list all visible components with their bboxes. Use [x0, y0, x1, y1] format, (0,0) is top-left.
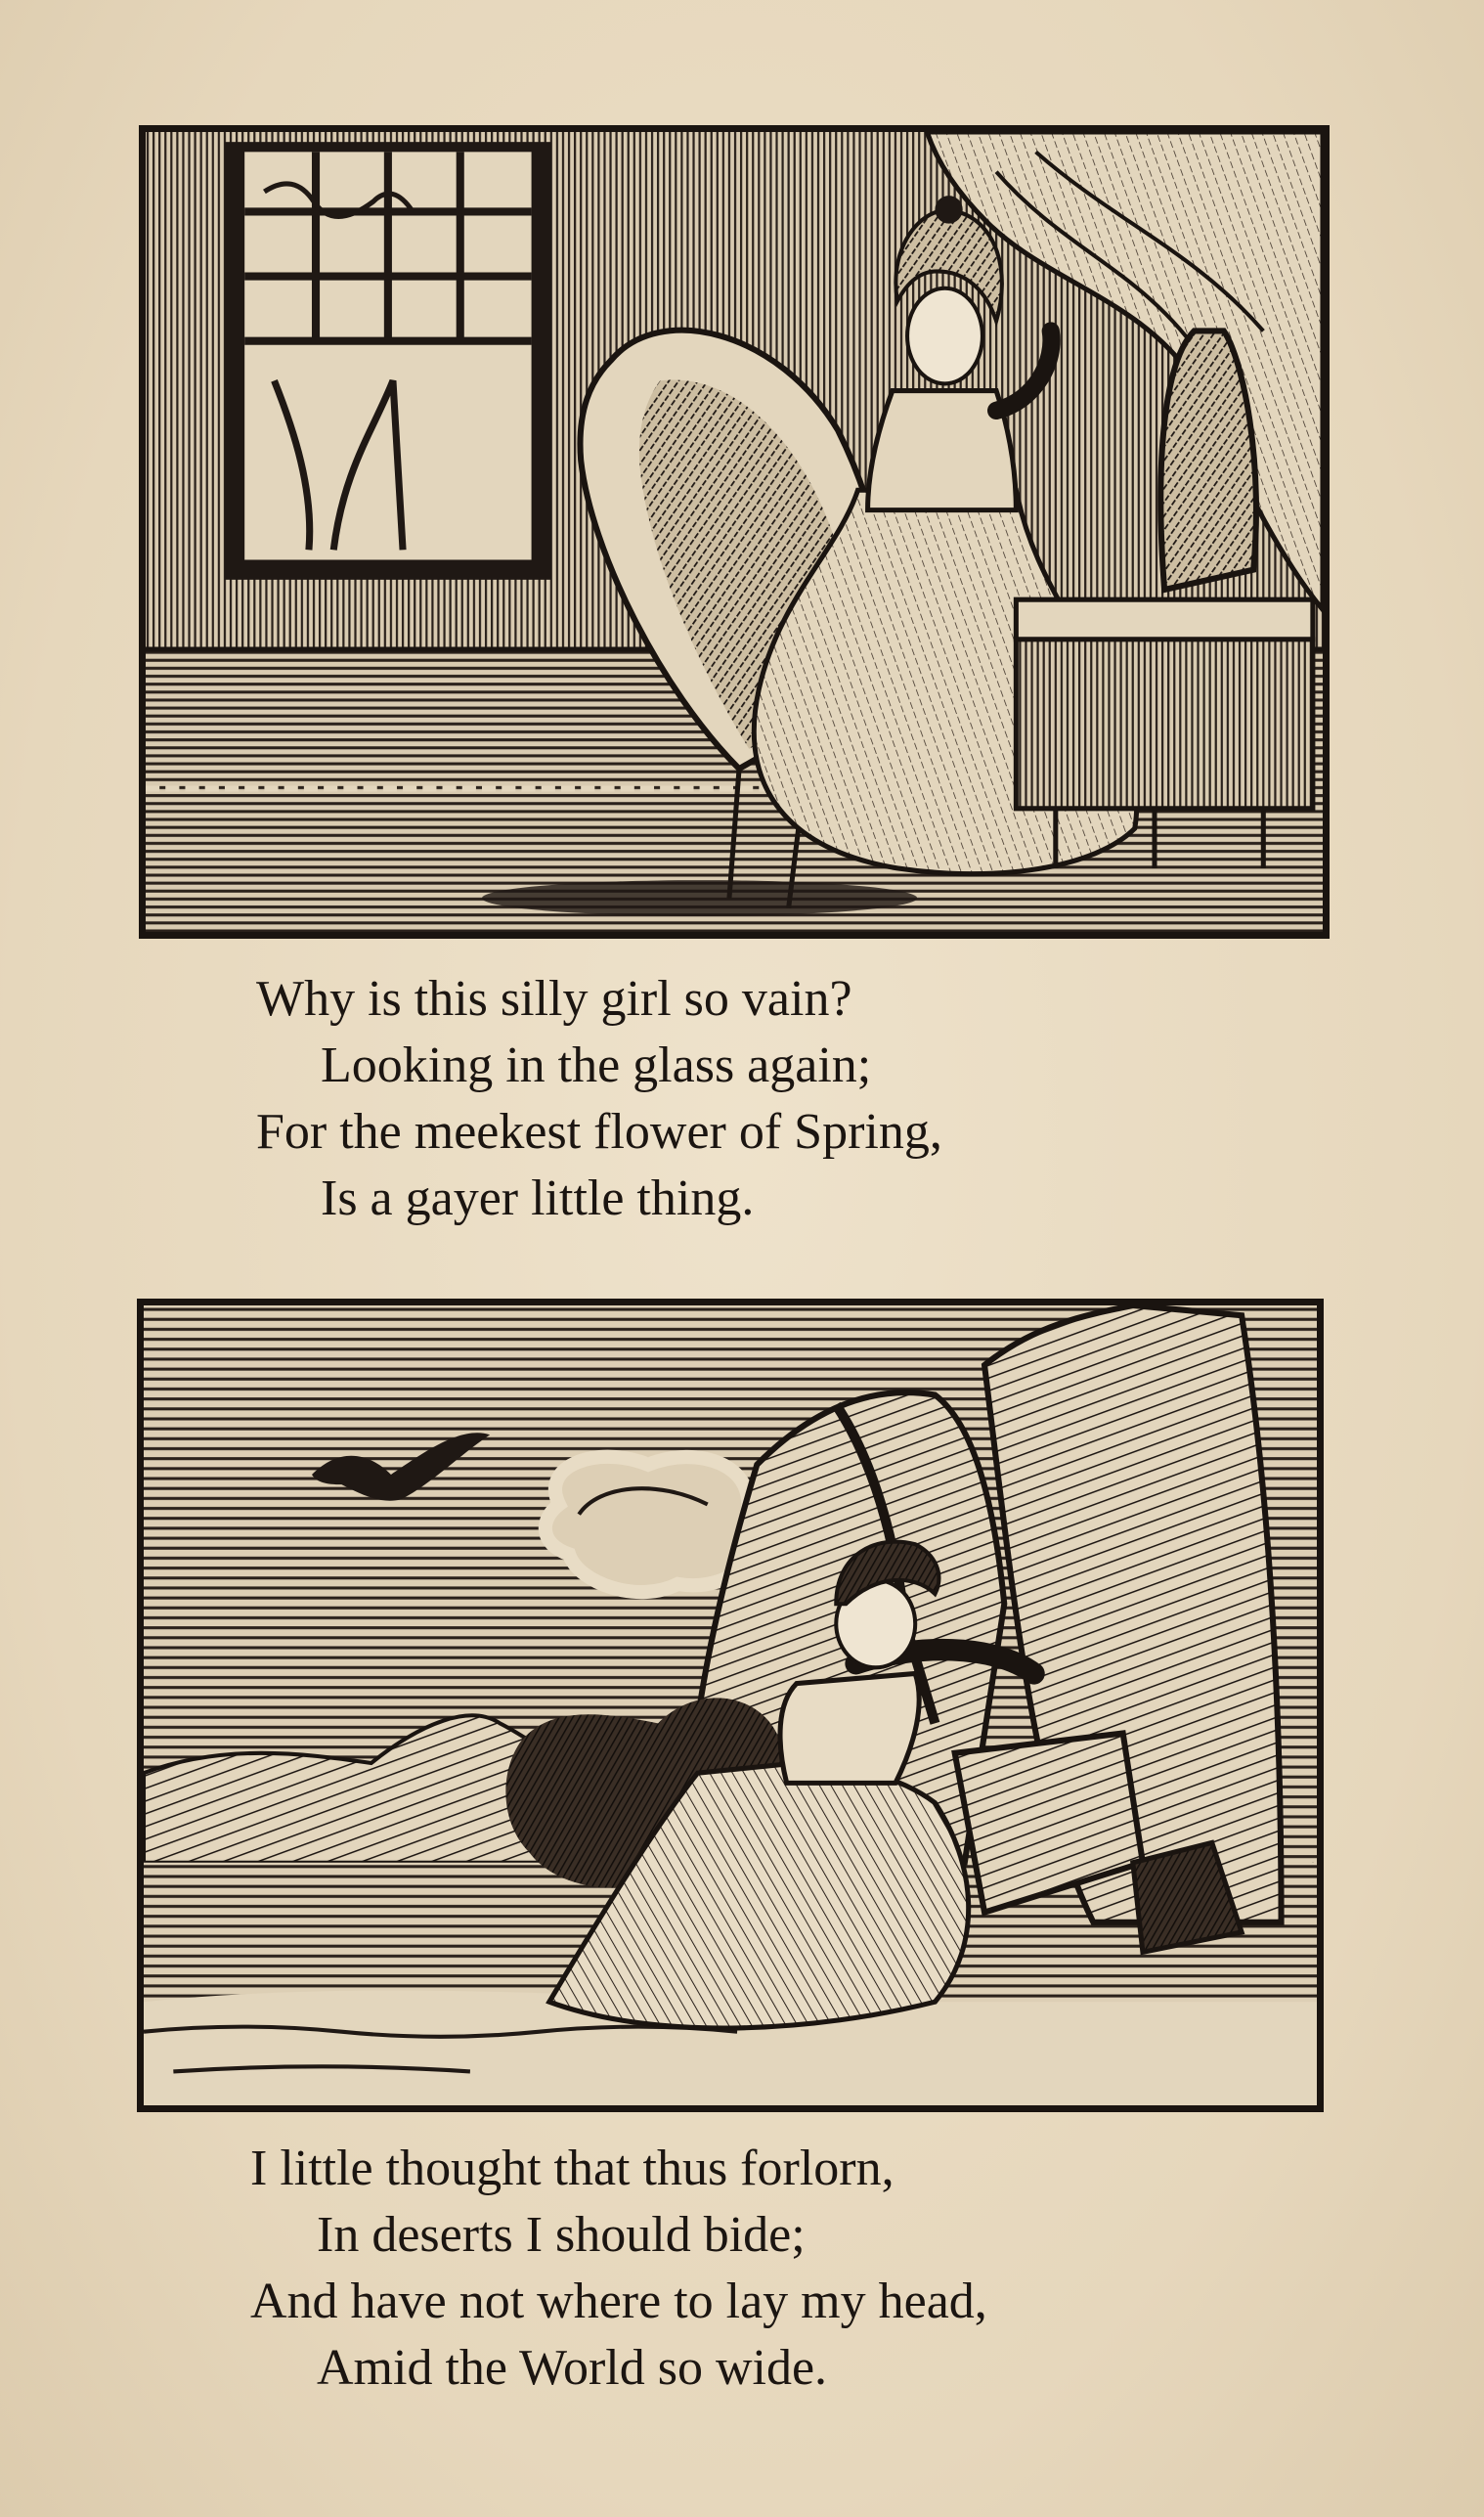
- verse-1-line-4: Is a gayer little thing.: [321, 1170, 755, 1226]
- woodcut-illustration-vain-girl: [139, 125, 1330, 939]
- verse-1-line-1: Why is this silly girl so vain?: [256, 971, 852, 1027]
- verse-2-line-1: I little thought that thus forlorn,: [250, 2141, 895, 2196]
- verse-2-line-4: Amid the World so wide.: [317, 2340, 828, 2396]
- verse-2-line-2: In deserts I should bide;: [317, 2207, 806, 2263]
- verse-1-line-2: Looking in the glass again;: [321, 1038, 872, 1093]
- verse-1: [256, 966, 942, 1232]
- verse-1-line-3: For the meekest flower of Spring,: [256, 1104, 942, 1160]
- woodcut-illustration-forlorn-girl: [137, 1299, 1324, 2112]
- verse-2: [250, 2136, 987, 2402]
- woodcut-desert-scene: [144, 1305, 1317, 2105]
- woodcut-mirror-scene: [146, 132, 1323, 932]
- verse-2-line-3: And have not where to lay my head,: [250, 2274, 987, 2329]
